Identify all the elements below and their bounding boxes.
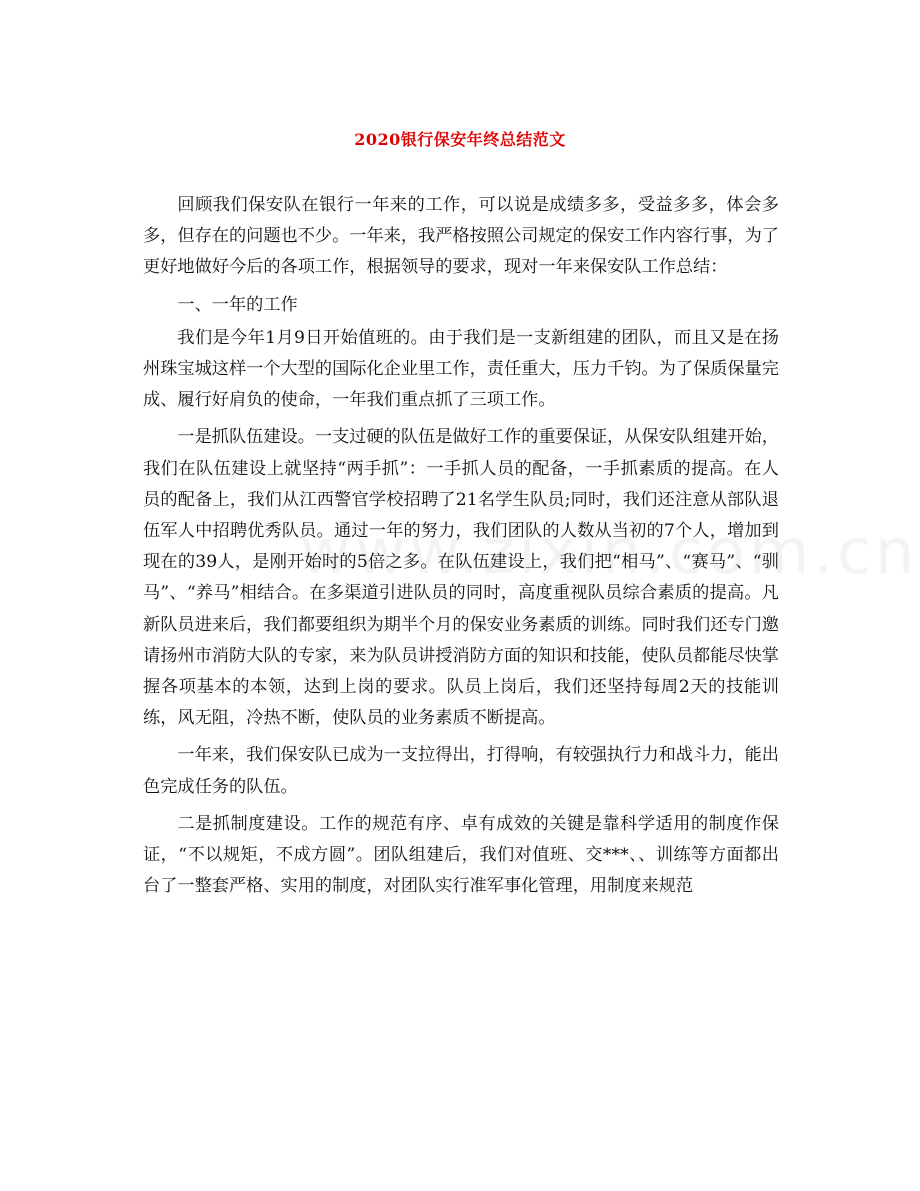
document-body xyxy=(143,190,779,908)
paragraph-team-building: 一是抓队伍建设。一支过硬的队伍是做好工作的重要保证，从保安队组建开始，我们在队伍建设上就坚持“两手抓”：一手抓人员的配备，一手抓素质的提高。在人员的配备上，我们从江西警官学校招聘了21名学生队员;同时，我们还注意从部队退伍军人中招聘优秀队员。通过一年的努力，我们团队的人数从当初的7个人，增加到现在的39人，是刚开始时的5倍之多。在队伍建设上，我们把“相马”、“赛马”、“驯马”、“养马”相结合。在多渠道引进队员的同时，高度重视队员综合素质的提高。凡新队员进来后，我们都要组织为期半个月的保安业务素质的训练。同时我们还专门邀请扬州市消防大队的专家，来为队员讲授消防方面的知识和技能，使队员都能尽快掌握各项基本的本领，达到上岗的要求。队员上岗后，我们还坚持每周2天的技能训练，风无阻，冷热不断，使队员的业务素质不断提高。 xyxy=(143,427,779,729)
paragraph-intro: 回顾我们保安队在银行一年来的工作，可以说是成绩多多，受益多多，体会多多，但存在的问题也不少。一年来，我严格按照公司规定的保安工作内容行事，为了更好地做好今后的各项工作，根据领导的要求，现对一年来保安队工作总结： xyxy=(143,195,779,278)
paragraph-rules: 二是抓制度建设。工作的规范有序、卓有成效的关键是靠科学适用的制度作保证，“不以规矩，不成方圆”。团队组建后，我们对值班、交***、、训练等方面都出台了一整套严格、实用的制度，对团队实行准军事化管理，用制度来规范 xyxy=(143,813,779,897)
document-title: 2020银行保安年终总结范文 xyxy=(354,130,566,149)
paragraph-start: 我们是今年1月9日开始值班的。由于我们是一支新组建的团队，而且又是在扬州珠宝城这样一个大型的国际化企业里工作，责任重大，压力千钧。为了保质保量完成、履行好肩负的使命，一年我们重点抓了三项工作。 xyxy=(143,327,779,411)
section-heading: 一、一年的工作 xyxy=(177,294,298,315)
paragraph-summary: 一年来，我们保安队已成为一支拉得出，打得响，有较强执行力和战斗力，能出色完成任务的队伍。 xyxy=(143,745,779,797)
